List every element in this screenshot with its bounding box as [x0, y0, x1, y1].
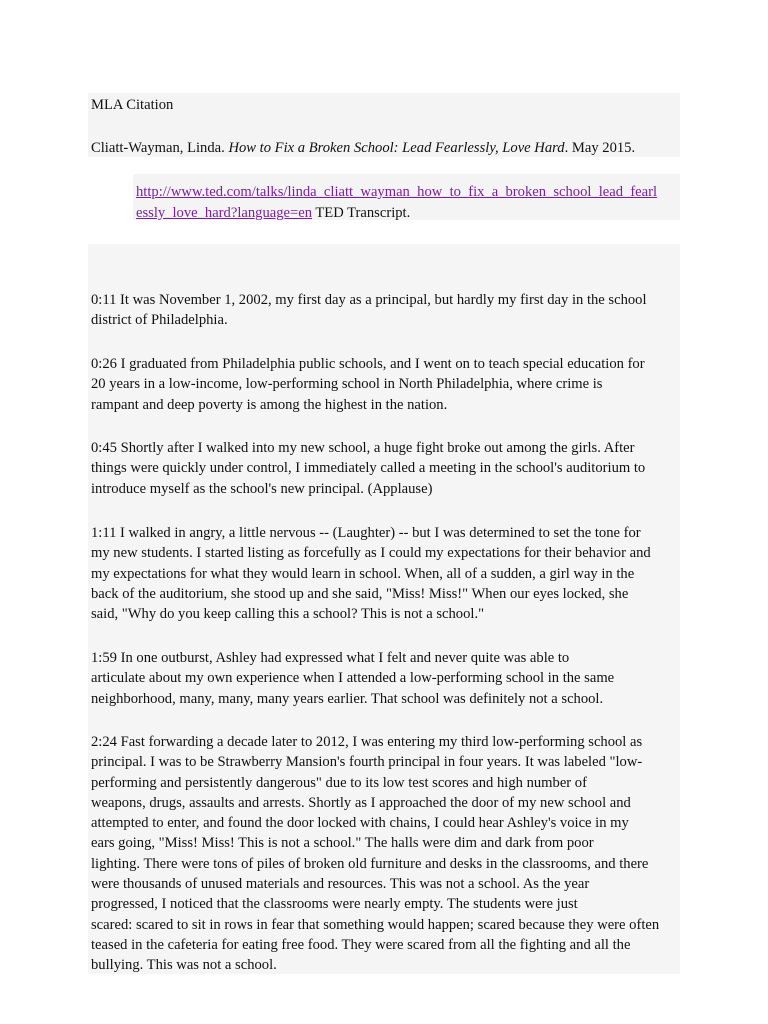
- transcript-line: my new students. I started listing as forcefully as I could my expectations for their behavior and: [91, 545, 651, 562]
- transcript-paragraph: [91, 438, 681, 499]
- transcript-line: weapons, drugs, assaults and arrests. Shortly as I approached the door of my new school and: [91, 794, 631, 811]
- transcript-line: 0:45 Shortly after I walked into my new school, a huge fight broke out among the girls. After: [91, 440, 635, 456]
- transcript-line: articulate about my own experience when I attended a low-performing school in the same: [91, 670, 615, 687]
- transcript-paragraph: [91, 648, 681, 709]
- transcript-line: performing and persistently dangerous" due to its low test scores and high number of: [91, 774, 587, 791]
- transcript-paragraph: [91, 354, 681, 415]
- transcript-line: ears going, "Miss! Miss! This is not a school." The halls were dim and dark from poor: [91, 835, 594, 852]
- transcript-line: things were quickly under control, I immediately called a meeting in the school's auditorium to: [91, 460, 646, 477]
- citation-url-link-part-2[interactable]: essly_love_hard?language=en: [136, 205, 312, 221]
- transcript-line: attempted to enter, and found the door locked with chains, I could hear Ashley's voice in my: [91, 815, 629, 832]
- transcript-line: said, "Why do you keep calling this a school? This is not a school.": [91, 606, 485, 623]
- transcript-paragraph: [91, 732, 681, 976]
- transcript-line: lighting. There were tons of piles of broken old furniture and desks in the classrooms, and there: [91, 855, 649, 872]
- transcript-line: introduce myself as the school's new principal. (Applause): [91, 480, 433, 497]
- transcript-line: progressed, I noticed that the classrooms were nearly empty. The students were just: [91, 896, 578, 913]
- transcript-line: 1:59 In one outburst, Ashley had expressed what I felt and never quite was able to: [91, 650, 570, 666]
- page-heading: MLA Citation: [91, 97, 174, 113]
- citation-author: Cliatt-Wayman, Linda.: [91, 140, 225, 156]
- transcript-paragraph: [91, 290, 681, 331]
- transcript-line: neighborhood, many, many, many years earlier. That school was definitely not a school.: [91, 690, 604, 707]
- transcript-line: scared: scared to sit in rows in fear that something would happen; scared because they were often: [91, 916, 660, 933]
- transcript-line: 2:24 Fast forwarding a decade later to 2012, I was entering my third low-performing school as: [91, 734, 643, 750]
- transcript-line: 0:11 It was November 1, 2002, my first day as a principal, but hardly my first day in the school: [91, 292, 647, 308]
- transcript-paragraph: [91, 523, 681, 624]
- citation-source: TED Transcript.: [312, 205, 411, 221]
- citation-url-link-part-1[interactable]: http://www.ted.com/talks/linda_cliatt_wayman_how_to_fix_a_broken_school_lead_fearl: [136, 184, 658, 200]
- transcript-line: district of Philadelphia.: [91, 312, 228, 329]
- transcript-line: 20 years in a low-income, low-performing school in North Philadelphia, where crime is: [91, 376, 603, 393]
- transcript-line: teased in the cafeteria for eating free food. They were scared from all the fighting and all the: [91, 936, 631, 953]
- citation-date: . May 2015.: [564, 140, 636, 156]
- citation-url-line-2: [136, 203, 410, 223]
- transcript-line: bullying. This was not a school.: [91, 957, 277, 974]
- transcript-line: rampant and deep poverty is among the highest in the nation.: [91, 396, 448, 413]
- transcript-line: 1:11 I walked in angry, a little nervous -- (Laughter) -- but I was determined to set the tone for: [91, 525, 641, 541]
- citation-title: How to Fix a Broken School: Lead Fearlessly, Love Hard: [228, 140, 565, 156]
- transcript-line: my expectations for what they would learn in school. When, all of a sudden, a girl way in the: [91, 565, 635, 582]
- transcript-line: were thousands of unused materials and resources. This was not a school. As the year: [91, 876, 590, 893]
- transcript-line: 0:26 I graduated from Philadelphia public schools, and I went on to teach special education for: [91, 356, 645, 372]
- transcript-line: back of the auditorium, she stood up and she said, "Miss! Miss!" When our eyes locked, she: [91, 585, 629, 602]
- citation-line: [91, 138, 635, 158]
- citation-url-line-1[interactable]: [136, 182, 657, 202]
- transcript-line: principal. I was to be Strawberry Mansion's fourth principal in four years. It was labeled "low-: [91, 754, 643, 771]
